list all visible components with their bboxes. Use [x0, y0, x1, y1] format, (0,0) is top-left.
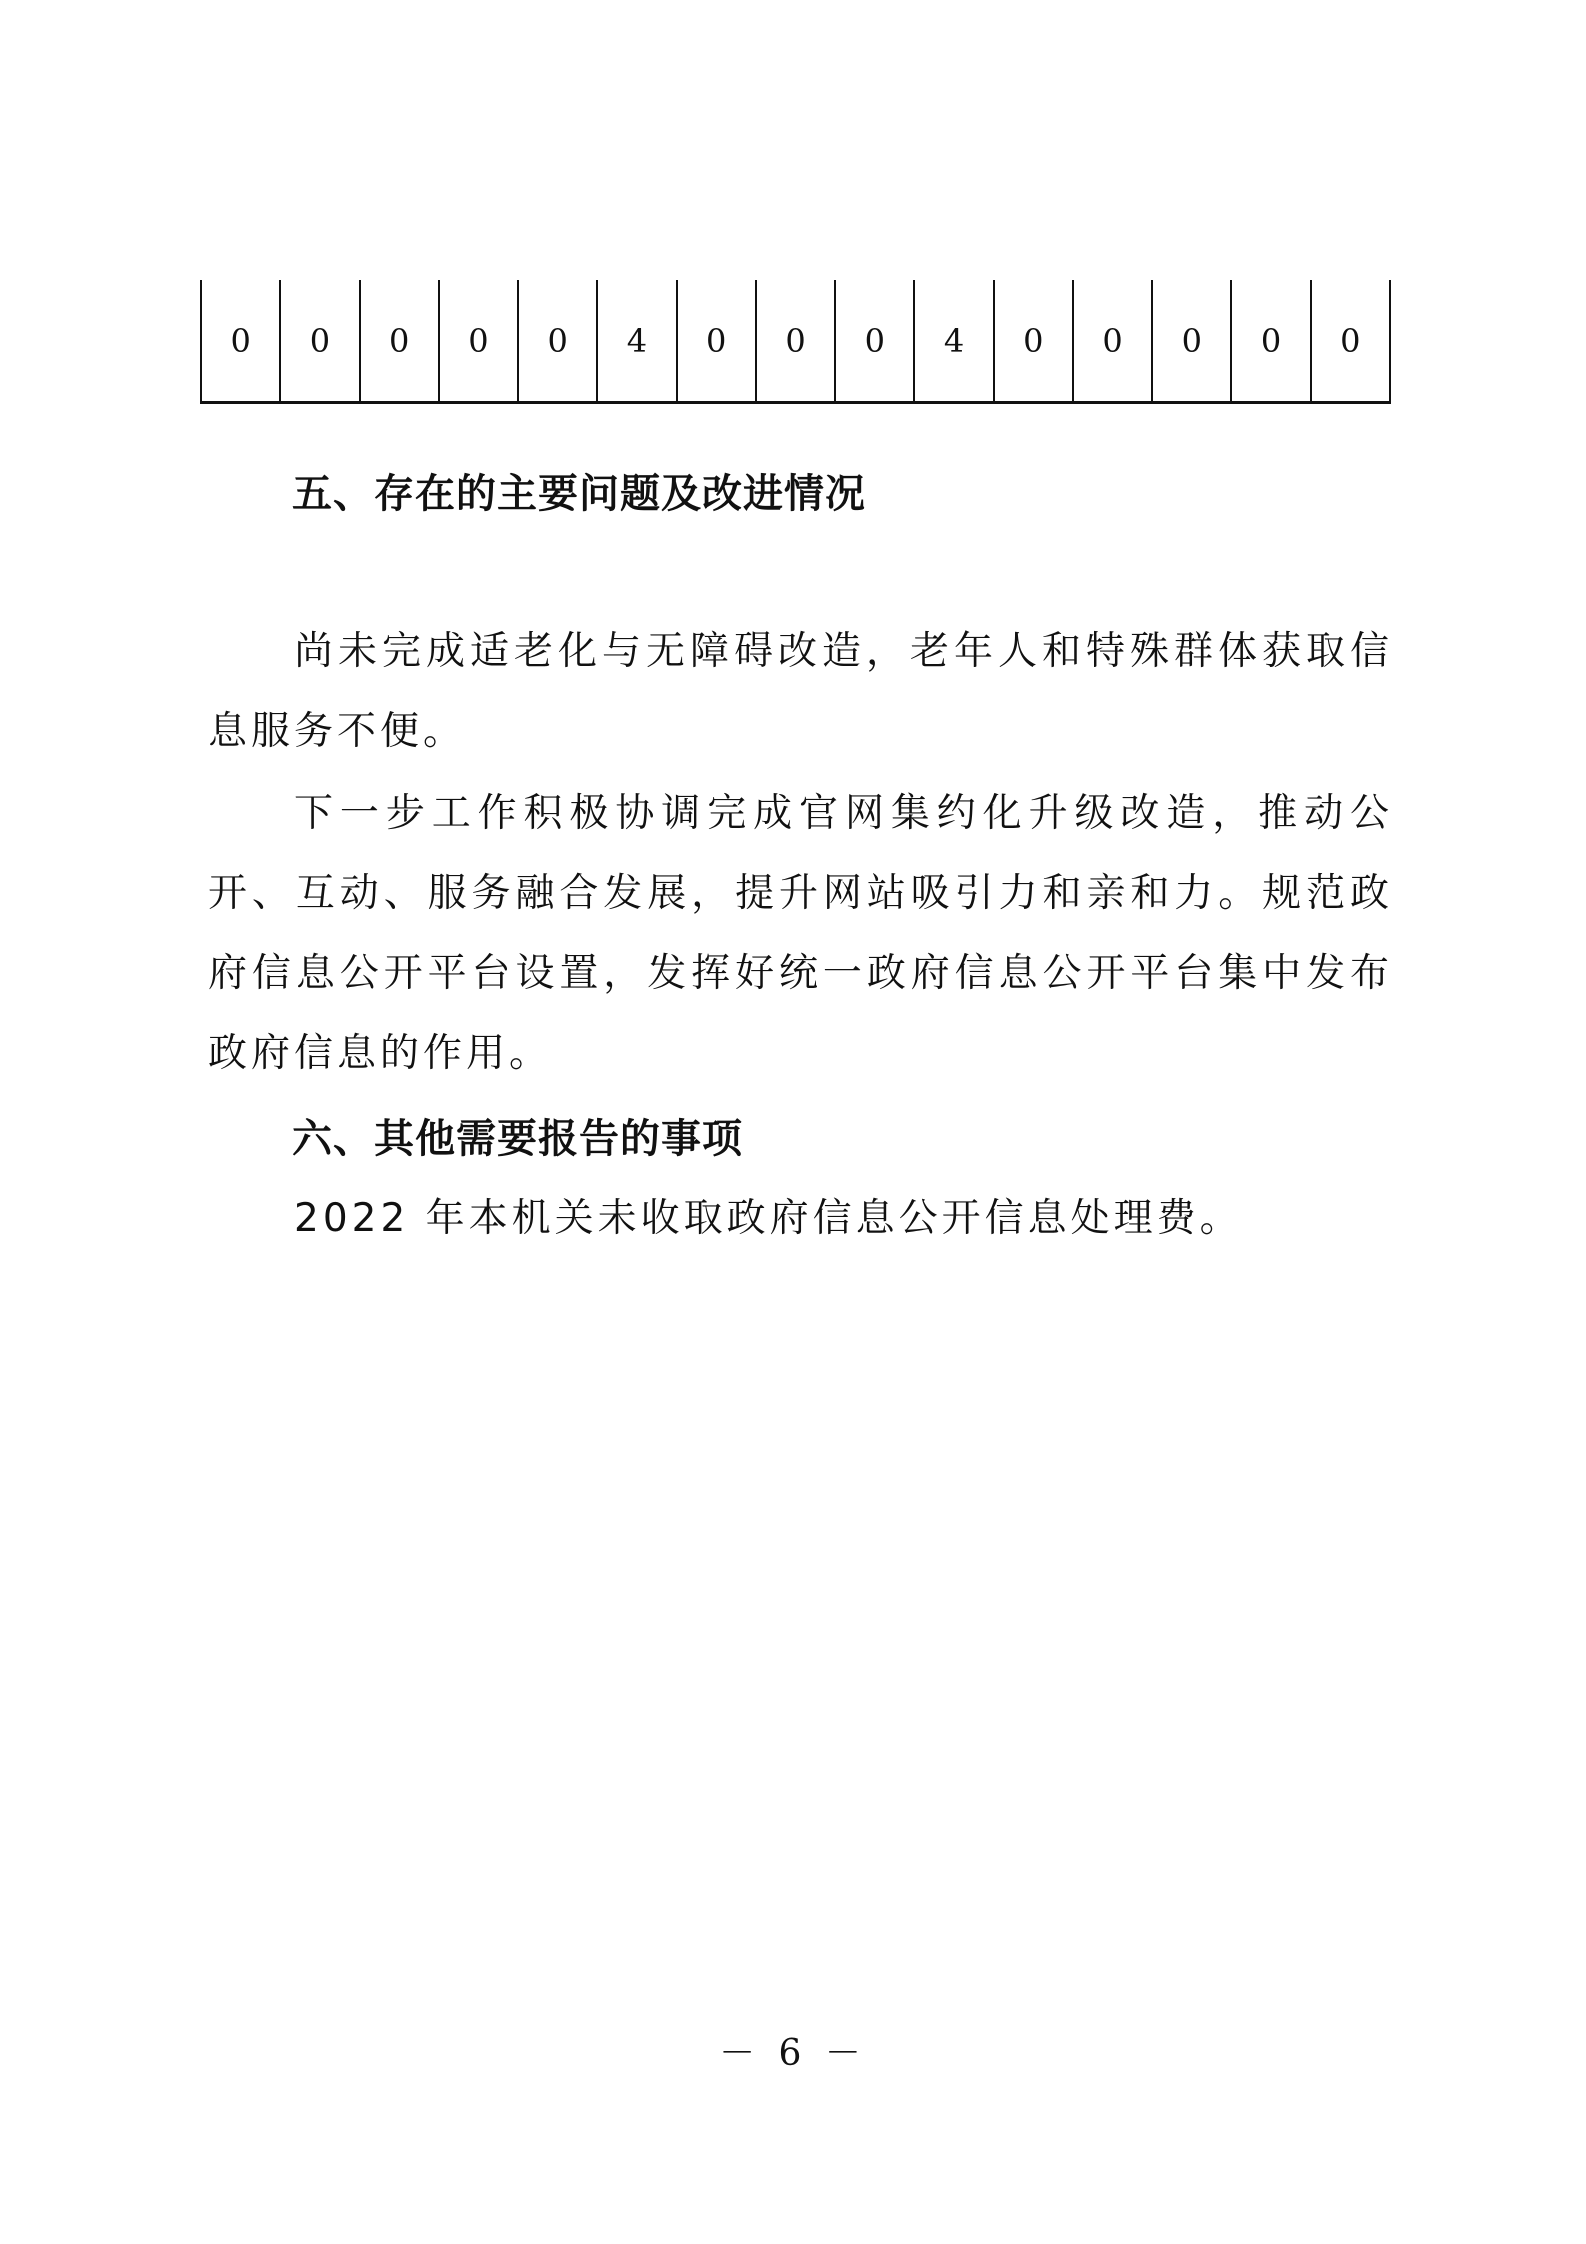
- paragraph-improvements: 下一步工作积极协调完成官网集约化升级改造，推动公开、互动、服务融合发展，提升网站吸引力和亲和力。规范政府信息公开平台设置，发挥好统一政府信息公开平台集中发布政府信息的作用。: [208, 791, 1393, 1076]
- table-cell: 0: [518, 280, 597, 403]
- table-row: [201, 280, 1390, 403]
- table-cell: 0: [280, 280, 359, 403]
- table-cell: 0: [360, 280, 439, 403]
- paragraph-other-matters: 2022 年本机关未收取政府信息公开信息处理费。: [294, 1196, 1243, 1241]
- table-cell: 0: [1231, 280, 1310, 403]
- table-cell: 0: [201, 280, 280, 403]
- table-cell: 0: [677, 280, 756, 403]
- table-cell: 4: [597, 280, 676, 403]
- statistics-table-fragment: [200, 280, 1391, 404]
- page-number: － 6 －: [719, 2033, 867, 2074]
- table-cell: 0: [439, 280, 518, 403]
- table-cell: 0: [1311, 280, 1390, 403]
- table-cell: 0: [1152, 280, 1231, 403]
- table-cell: 0: [1073, 280, 1152, 403]
- section-heading-problems: 五、存在的主要问题及改进情况: [292, 471, 866, 517]
- table-cell: 4: [914, 280, 993, 403]
- table-cell: 0: [994, 280, 1073, 403]
- paragraph-problems: 尚未完成适老化与无障碍改造，老年人和特殊群体获取信息服务不便。: [208, 629, 1393, 754]
- table-cell: 0: [756, 280, 835, 403]
- section-heading-other-matters: 六、其他需要报告的事项: [292, 1116, 743, 1162]
- table-cell: 0: [835, 280, 914, 403]
